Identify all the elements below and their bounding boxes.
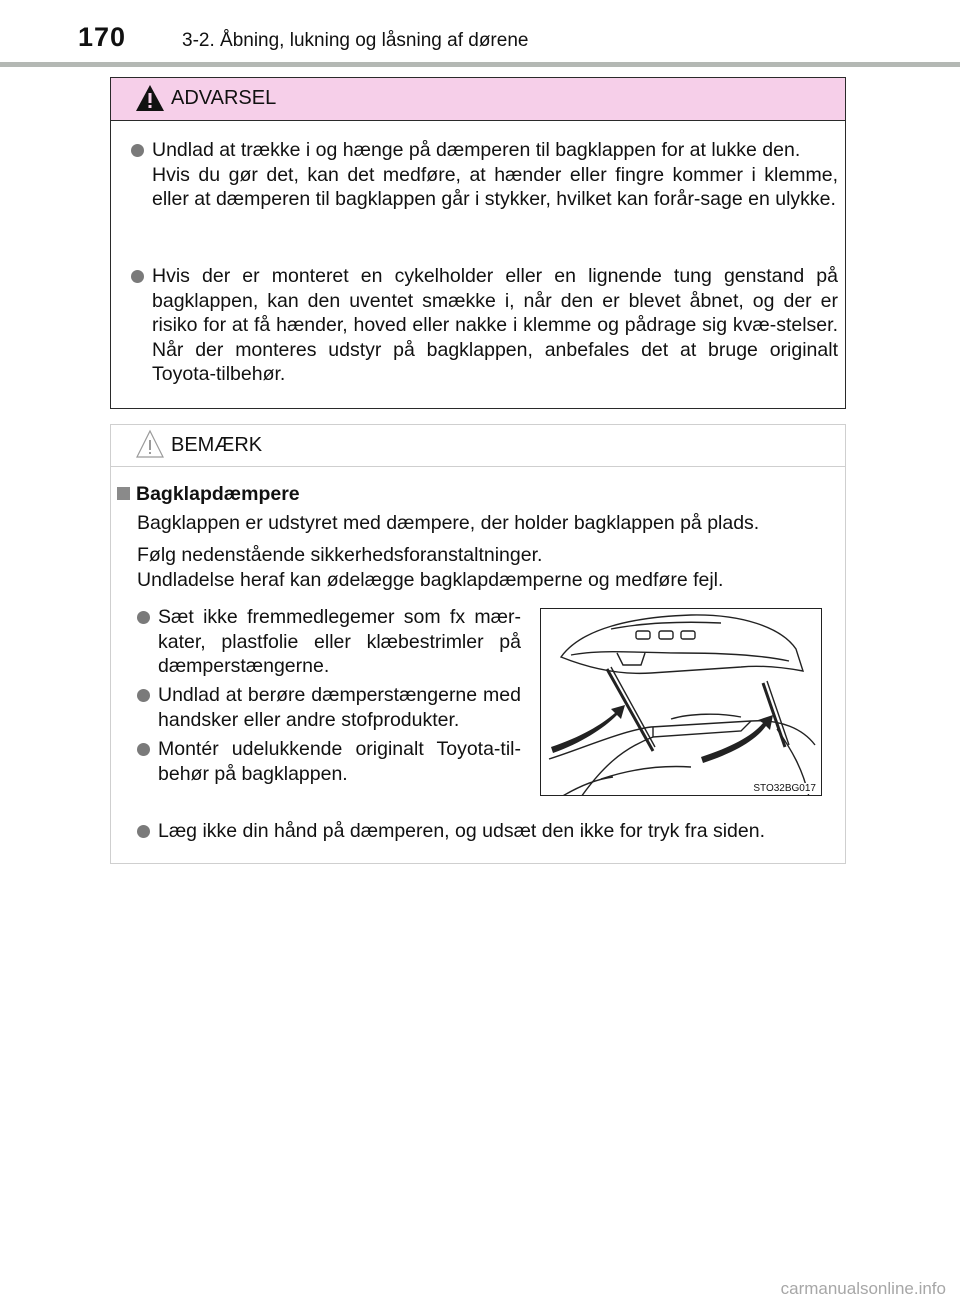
note-item-text: Sæt ikke fremmedlegemer som fx mær-kater, plastfolie eller klæbestrimler på dæmperstængerne.	[158, 606, 521, 677]
warning-label: ADVARSEL	[171, 87, 277, 109]
bullet-icon	[131, 270, 144, 283]
figure-code: STO32BG017	[753, 783, 816, 794]
tailgate-damper-illustration	[540, 608, 822, 796]
warning-item-text: Undlad at trække i og hænge på dæmperen til bagklappen for at lukke den. Hvis du gør det, kan det medføre, at hænder eller fingre kommer i klemme, eller at dæmperen til bagklappen går i stykker, hvilket kan forår-sage en ulykke.	[152, 139, 838, 210]
note-heading-text: Bagklapdæmpere	[136, 483, 300, 505]
note-label: BEMÆRK	[171, 434, 263, 456]
warning-box	[110, 77, 846, 409]
warning-item	[131, 264, 838, 387]
page-number: 170	[78, 22, 127, 52]
tailgate-drawing	[541, 609, 822, 796]
warning-item	[131, 138, 838, 212]
bullet-icon	[131, 144, 144, 157]
warning-header	[111, 78, 845, 121]
warning-item-text: Hvis der er monteret en cykelholder eller en lignende tung genstand på bagklappen, kan den uventet smække i, når den er blevet åbnet, og der er risiko for at få hænder, hoved eller nakke i klemme og pådrage sig kvæ-stelser. Når der monteres udstyr på bagklappen, anbefales det at bruge originalt Toyota-tilbehør.	[152, 265, 838, 385]
bullet-icon	[137, 611, 150, 624]
note-item	[137, 737, 521, 786]
warning-triangle-icon	[135, 84, 165, 112]
note-header	[111, 425, 845, 467]
watermark: carmanualsonline.info	[780, 1279, 946, 1298]
section-title: 3-2. Åbning, lukning og låsning af dørene	[182, 30, 529, 51]
note-item	[137, 819, 837, 844]
note-item	[137, 605, 521, 679]
note-item-text: Montér udelukkende originalt Toyota-til-behør på bagklappen.	[158, 738, 521, 785]
page-header	[0, 0, 960, 64]
square-bullet-icon	[117, 487, 130, 500]
note-heading	[117, 483, 300, 506]
bullet-icon	[137, 743, 150, 756]
note-item-text: Læg ikke din hånd på dæmperen, og udsæt den ikke for tryk fra siden.	[158, 820, 766, 842]
header-divider	[0, 62, 960, 67]
note-intro: Bagklappen er udstyret med dæmpere, der holder bagklappen på plads.	[137, 512, 760, 534]
bullet-icon	[137, 825, 150, 838]
note-item	[137, 683, 521, 732]
note-instruction: Følg nedenstående sikkerhedsforanstaltninger. Undladelse heraf kan ødelægge bagklapdæmperne og medføre fejl.	[137, 544, 724, 591]
caution-triangle-icon	[135, 429, 165, 459]
note-item-text: Undlad at berøre dæmperstængerne med handsker eller andre stofprodukter.	[158, 684, 521, 731]
bullet-icon	[137, 689, 150, 702]
